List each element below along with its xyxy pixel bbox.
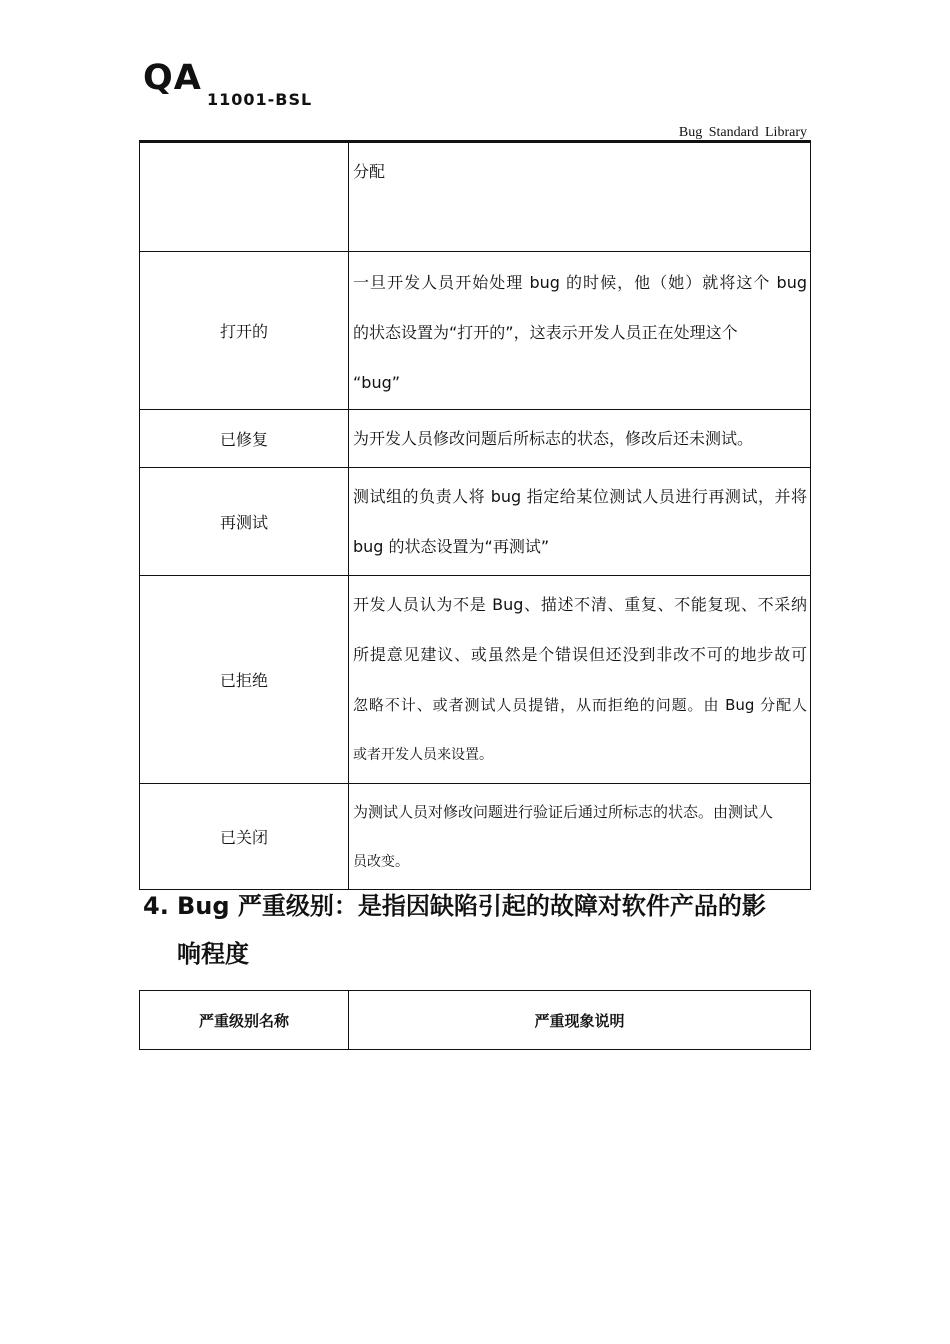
status-description-cell: [349, 468, 811, 576]
table-header-row: [140, 991, 811, 1050]
table-row: [140, 576, 811, 784]
description-line: bug 的状态设置为“再测试”: [353, 536, 550, 556]
description-line: 忽略不计、或者测试人员提错，从而拒绝的问题。由 Bug 分配人: [353, 695, 807, 714]
description-line: 为开发人员修改问题后所标志的状态，修改后还未测试。: [353, 428, 754, 448]
bug-status-table: [139, 142, 811, 890]
section-number: 4.: [143, 892, 169, 920]
description-line: 或者开发人员来设置。: [353, 746, 493, 763]
severity-table: [139, 990, 811, 1050]
status-description-cell: [349, 784, 811, 890]
description-line: 的状态设置为“打开的”，这表示开发人员正在处理这个: [353, 322, 738, 342]
table-row: [140, 784, 811, 890]
logo-main-text: QA: [143, 58, 202, 98]
severity-name-header: 严重级别名称: [140, 991, 349, 1050]
description-line: “bug”: [353, 372, 401, 392]
logo-sub-text: 11001-BSL: [207, 90, 313, 109]
description-line: 分配: [353, 162, 386, 181]
status-name-cell: 再测试: [140, 468, 349, 576]
status-name-cell: [140, 143, 349, 252]
table-row: [140, 252, 811, 410]
description-line: 所提意见建议、或虽然是个错误但还没到非改不可的地步故可: [353, 644, 807, 664]
description-line: 员改变。: [353, 853, 409, 870]
description-line: 测试组的负责人将 bug 指定给某位测试人员进行再测试，并将: [353, 486, 807, 506]
description-line: 开发人员认为不是 Bug、描述不清、重复、不能复现、不采纳: [353, 594, 807, 614]
status-description-cell: [349, 576, 811, 784]
status-description-cell: [349, 410, 811, 468]
section-title-line1: Bug 严重级别：是指因缺陷引起的故障对软件产品的影: [177, 892, 766, 920]
table-row: [140, 410, 811, 468]
status-description-cell: [349, 252, 811, 410]
status-description-cell: [349, 143, 811, 252]
status-name-cell: 已拒绝: [140, 576, 349, 784]
library-title: Bug Standard Library: [678, 125, 807, 140]
status-name-cell: 已修复: [140, 410, 349, 468]
description-line: 为测试人员对修改问题进行验证后通过所标志的状态。由测试人: [353, 802, 774, 821]
table-row: [140, 468, 811, 576]
section-title-line2: 响程度: [177, 940, 249, 968]
severity-description-header: 严重现象说明: [349, 991, 811, 1050]
status-name-cell: 已关闭: [140, 784, 349, 890]
status-name-cell: 打开的: [140, 252, 349, 410]
document-logo: [143, 58, 343, 114]
table-row: [140, 143, 811, 252]
section-heading: [143, 882, 813, 978]
description-line: 一旦开发人员开始处理 bug 的时候，他（她）就将这个 bug: [353, 272, 807, 292]
